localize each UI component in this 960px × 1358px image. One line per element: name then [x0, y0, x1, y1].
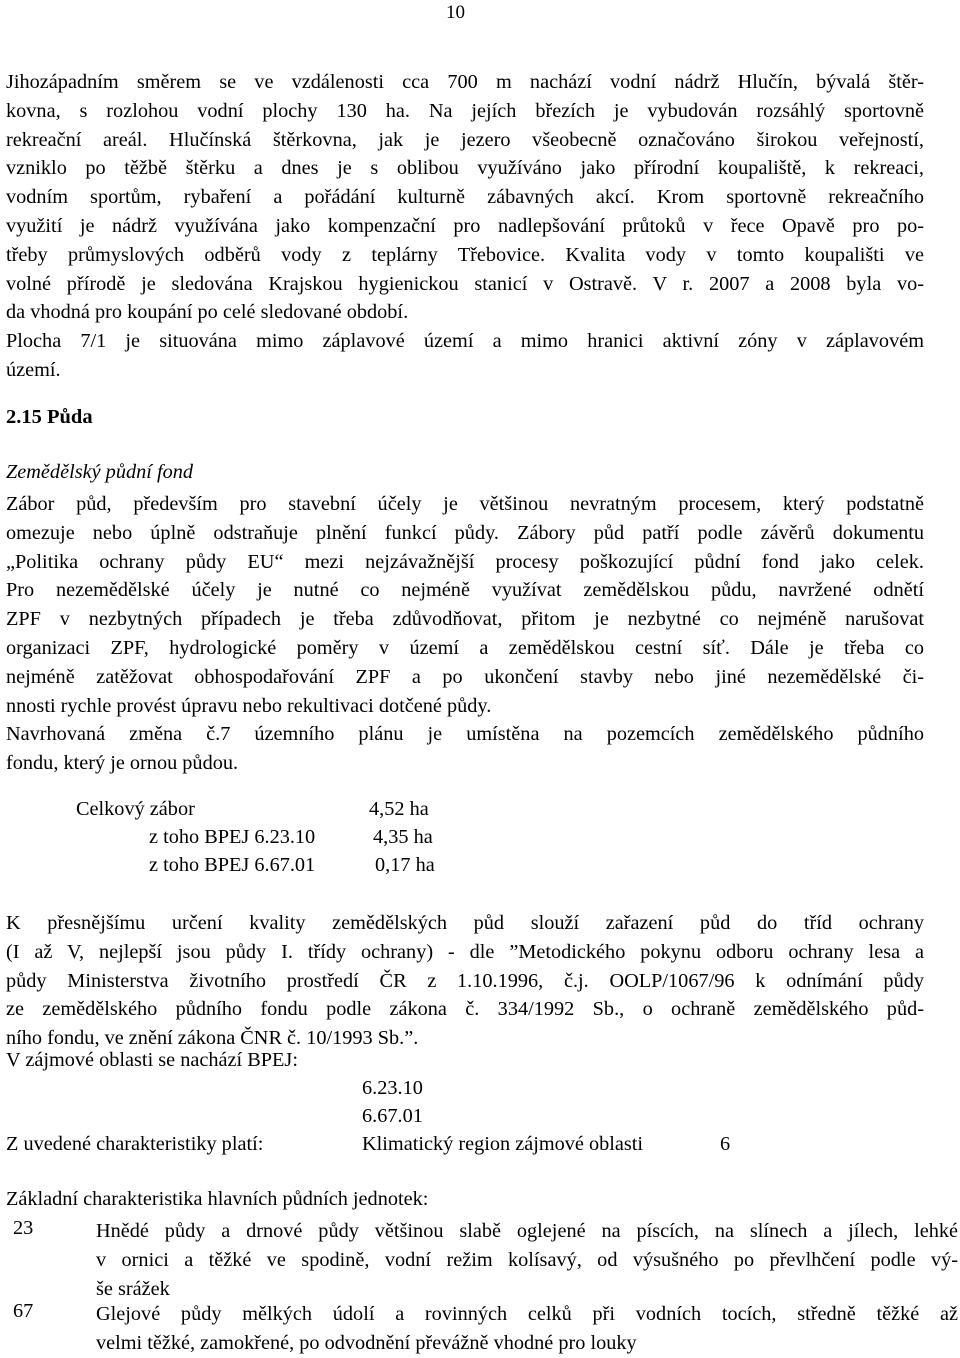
soil-units-intro: Základní charakteristika hlavních půdních jednotek:	[6, 1188, 429, 1210]
subsection-heading: Zemědělský půdní fond	[6, 461, 193, 483]
bpej-row-value: 4,35 ha	[373, 826, 433, 848]
text-line: vzniklo po těžbě štěrku a dnes je s oblibou využíváno jako přírodní koupaliště, k rekreaci,	[6, 157, 924, 180]
text-line: ZPF v nezbytných případech je třeba zdůvodňovat, přitom je nezbytné co nejméně narušovat	[6, 608, 924, 631]
text-line: Pro nezemědělské účely je nutné co nejméně využívat zemědělskou půdu, navržené odnětí	[6, 579, 924, 602]
paragraph-flood-zone	[6, 327, 924, 385]
text-line: volné přírodě je sledována Krajskou hygienickou stanicí v Ostravě. V r. 2007 a 2008 byla vo-	[6, 272, 924, 295]
text-line: fondu, který je ornou půdou.	[6, 751, 239, 774]
total-value: 4,52 ha	[369, 798, 429, 820]
page-number: 10	[446, 2, 465, 23]
bpej-row-label: z toho BPEJ 6.23.10	[149, 826, 316, 848]
text-line: K přesnějšímu určení kvality zemědělských půd slouží zařazení půd do tříd ochrany	[6, 912, 924, 934]
text-line: vodním sportům, rybaření a pořádání kulturně zábavných akcí. Krom sportovně rekreačního	[6, 186, 924, 209]
text-line: še srážek	[96, 1277, 170, 1300]
text-line: omezuje nebo úplně odstraňuje plnění funkcí půdy. Zábory půd patří podle závěrů dokumentu	[6, 521, 924, 544]
text-line: využití je nádrž využívána jako kompenzační pro nadlepšování průtoků v řece Opavě pro po-	[6, 214, 924, 237]
text-line: (I až V, nejlepší jsou půdy I. třídy ochrany) - dle ”Metodického pokynu odboru ochrany lesa a	[6, 940, 924, 963]
text-line: Glejové půdy mělkých údolí a rovinných celků při vodních tocích, středně těžké až	[96, 1303, 958, 1325]
paragraph-reservoir	[6, 68, 924, 327]
text-line: půdy Ministerstva životního prostředí ČR z 1.10.1996, č.j. OOLP/1067/96 k odnímání půdy	[6, 969, 924, 992]
text-line: ního fondu, ve znění zákona ČNR č. 10/1993 Sb.”.	[6, 1027, 419, 1050]
text-line: „Politika ochrany půdy EU“ mezi nejzávažnější procesy poškozující půdní fond jako celek.	[6, 550, 924, 573]
text-line: organizaci ZPF, hydrologické poměry v území a zemědělskou cestní síť. Dále je třeba co	[6, 636, 924, 659]
soil-unit-code: 23	[13, 1217, 34, 1239]
bpej-row-label: z toho BPEJ 6.67.01	[149, 854, 316, 876]
paragraph-protection-classes	[6, 909, 924, 1053]
bpej-code: 6.67.01	[362, 1105, 423, 1127]
text-line: Navrhovaná změna č.7 územního plánu je umístěna na pozemcích zemědělského půdního	[6, 723, 924, 745]
text-line: kovna, s rozlohou vodní plochy 130 ha. Na jejích březích je vybudován rozsáhlý sportovně	[6, 99, 924, 122]
text-line: rekreační areál. Hlučínská štěrkovna, jak je jezero všeobecně označováno širokou veřejností,	[6, 128, 924, 151]
text-line: ze zemědělského půdního fondu podle zákona č. 334/1992 Sb., o ochraně zemědělského půd-	[6, 998, 924, 1021]
soil-unit-description	[96, 1217, 958, 1303]
bpej-code: 6.23.10	[362, 1077, 423, 1099]
bpej-intro: V zájmové oblasti se nachází BPEJ:	[6, 1049, 298, 1071]
paragraph-change	[6, 720, 924, 778]
characteristics-label: Z uvedené charakteristiky platí:	[6, 1133, 264, 1155]
text-line: nejméně zatěžovat obhospodařování ZPF a po ukončení stavby nebo jiné nezemědělské či-	[6, 665, 924, 688]
climate-region-number: 6	[720, 1133, 731, 1155]
climate-region-label: Klimatický region zájmové oblasti	[362, 1133, 644, 1155]
text-line: Plocha 7/1 je situována mimo záplavové území a mimo hranici aktivní zóny v záplavovém	[6, 330, 924, 352]
text-line: da vhodná pro koupání po celé sledované období.	[6, 301, 409, 324]
text-line: nnosti rychle provést úpravu nebo rekultivaci dotčené půdy.	[6, 694, 492, 717]
text-line: Zábor půd, především pro stavební účely je většinou nevratným procesem, který podstatně	[6, 493, 924, 515]
text-line: v ornici a těžké ve spodině, vodní režim kolísavý, od výsušného po převlhčení podle vý-	[96, 1248, 958, 1271]
total-label: Celkový zábor	[76, 798, 195, 820]
text-line: Hnědé půdy a drnové půdy většinou slabě oglejené na píscích, na slínech a jílech, lehké	[96, 1220, 958, 1242]
bpej-row-value: 0,17 ha	[375, 854, 435, 876]
text-line: velmi těžké, zamokřené, po odvodnění převážně vhodné pro louky	[96, 1331, 637, 1354]
soil-unit-description	[96, 1300, 958, 1358]
paragraph-land-take	[6, 490, 924, 720]
text-line: Jihozápadním směrem se ve vzdálenosti cca 700 m nachází vodní nádrž Hlučín, bývalá štěr-	[6, 71, 924, 93]
text-line: třeby průmyslových odběrů vody z teplárny Třebovice. Kvalita vody v tomto koupališti ve	[6, 243, 924, 266]
section-heading: 2.15 Půda	[6, 406, 93, 428]
soil-unit-code: 67	[13, 1300, 34, 1322]
text-line: území.	[6, 358, 61, 381]
